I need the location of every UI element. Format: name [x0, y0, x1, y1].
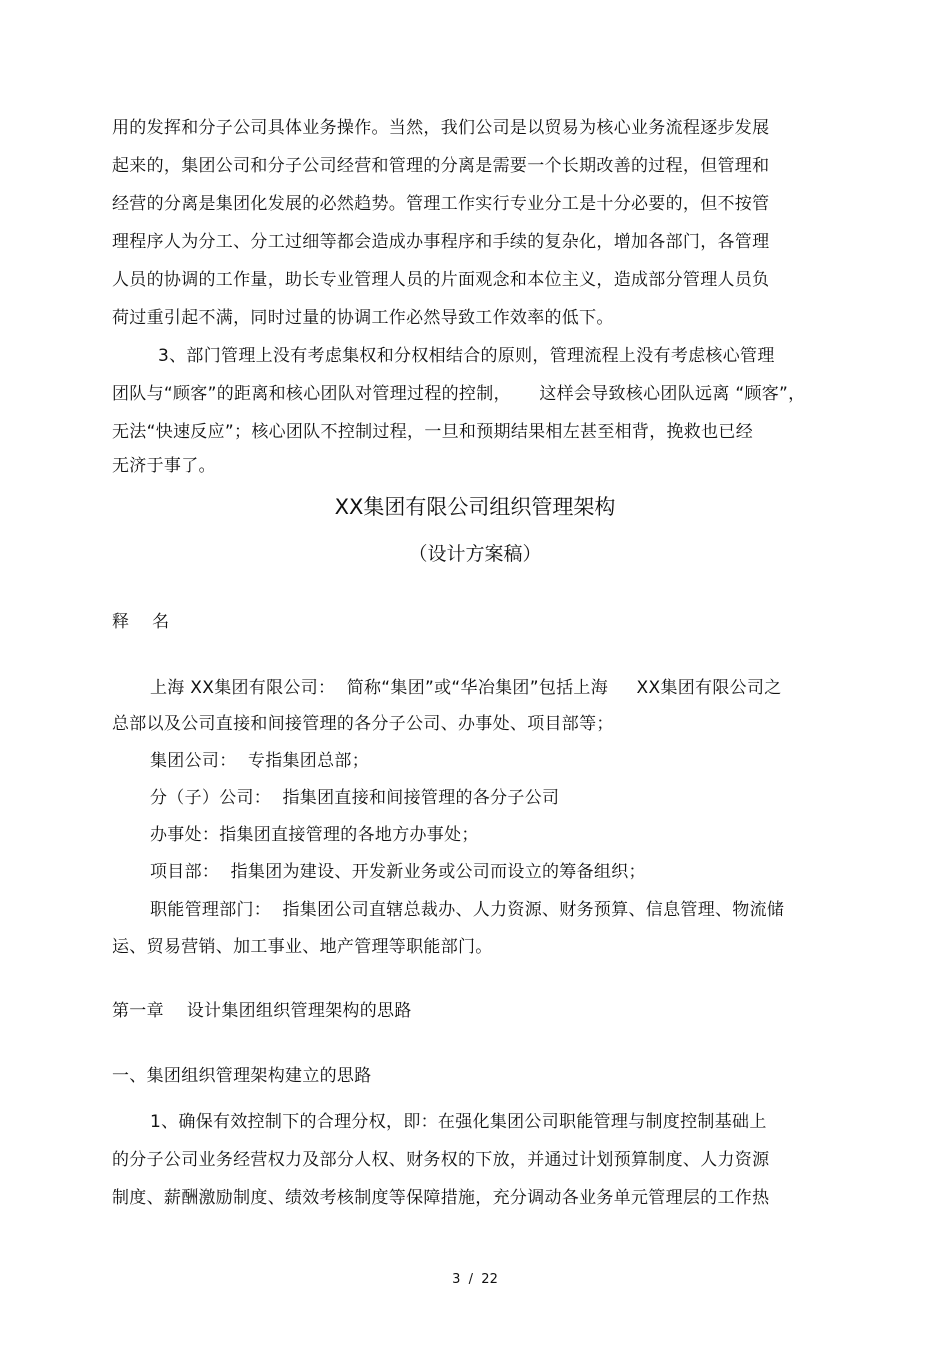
paragraph-line: 无济于事了。 [112, 456, 216, 476]
definition-line: 分（子）公司： 指集团直接和间接管理的各分子公司 [150, 788, 560, 808]
chapter-heading: 第一章 设计集团组织管理架构的思路 [112, 1001, 412, 1021]
paragraph-line: 的分子公司业务经营权力及部分人权、财务权的下放，并通过计划预算制度、人力资源 [112, 1150, 770, 1170]
document-subtitle: （设计方案稿） [408, 543, 542, 565]
paragraph-line: 制度、薪酬激励制度、绩效考核制度等保障措施，充分调动各业务单元管理层的工作热 [112, 1188, 770, 1208]
paragraph-line: 理程序人为分工、分工过细等都会造成办事程序和手续的复杂化，增加各部门，各管理 [112, 232, 770, 252]
definition-line: 总部以及公司直接和间接管理的各分子公司、办事处、项目部等； [112, 714, 614, 734]
definition-line: 项目部： 指集团为建设、开发新业务或公司而设立的筹备组织； [150, 862, 646, 882]
section-heading: 一、集团组织管理架构建立的思路 [112, 1066, 372, 1086]
definition-line: 运、贸易营销、加工事业、地产管理等职能部门。 [112, 937, 493, 957]
paragraph-line: 荷过重引起不满，同时过量的协调工作必然导致工作效率的低下。 [112, 308, 614, 328]
paragraph-line: 无法“快速反应”；核心团队不控制过程，一旦和预期结果相左甚至相背，挽救也已经 [112, 422, 754, 442]
document-title: XX集团有限公司组织管理架构 [334, 495, 616, 519]
paragraph-line: 1、确保有效控制下的合理分权，即：在强化集团公司职能管理与制度控制基础上 [150, 1112, 767, 1132]
paragraph-line: 团队与“顾客”的距离和核心团队对管理过程的控制， 这样会导致核心团队远离 “顾客”， [112, 384, 806, 404]
section-heading: 释 名 [112, 612, 170, 632]
paragraph-line: 起来的，集团公司和分子公司经营和管理的分离是需要一个长期改善的过程，但管理和 [112, 156, 770, 176]
definition-line: 集团公司： 专指集团总部； [150, 751, 370, 771]
definition-line: 上海 XX集团有限公司： 简称“集团”或“华冶集团”包括上海 XX集团有限公司之 [150, 678, 782, 698]
paragraph-line: 人员的协调的工作量，助长专业管理人员的片面观念和本位主义，造成部分管理人员负 [112, 270, 770, 290]
definition-line: 办事处：指集团直接管理的各地方办事处； [150, 825, 479, 845]
paragraph-line: 经营的分离是集团化发展的必然趋势。管理工作实行专业分工是十分必要的，但不按管 [112, 194, 770, 214]
paragraph-line: 3、部门管理上没有考虑集权和分权相结合的原则，管理流程上没有考虑核心管理 [158, 346, 775, 366]
paragraph-line: 用的发挥和分子公司具体业务操作。当然，我们公司是以贸易为核心业务流程逐步发展 [112, 118, 770, 138]
definition-line: 职能管理部门： 指集团公司直辖总裁办、人力资源、财务预算、信息管理、物流储 [150, 900, 785, 920]
page-number: 3 / 22 [452, 1272, 498, 1287]
